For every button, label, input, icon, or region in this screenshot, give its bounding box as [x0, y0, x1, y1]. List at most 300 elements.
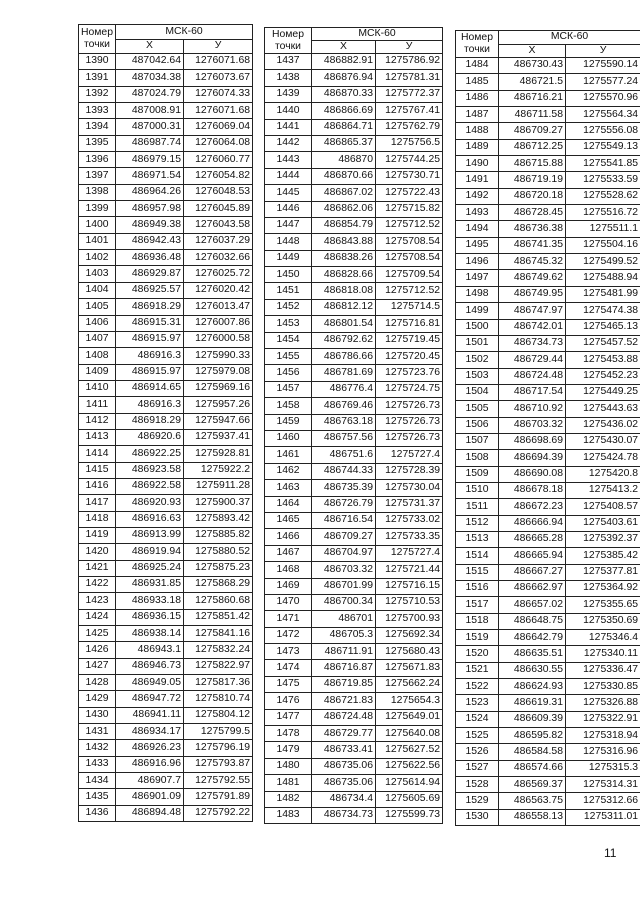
table-row — [79, 429, 253, 445]
table-row — [456, 286, 640, 302]
x-value: 486735.06 — [312, 758, 376, 774]
x-value: 486901.09 — [116, 789, 184, 805]
y-value: 1276020.42 — [184, 282, 253, 298]
point-number: 1391 — [79, 70, 116, 86]
x-value: 486665.28 — [499, 531, 566, 547]
y-value: 1276037.29 — [184, 233, 253, 249]
table-row — [456, 728, 640, 744]
y-value: 1275708.54 — [376, 234, 443, 250]
point-number: 1503 — [456, 368, 499, 384]
x-value: 486865.37 — [312, 135, 376, 151]
coords-table-3 — [455, 30, 640, 826]
x-value: 486720.18 — [499, 188, 566, 204]
y-value: 1276000.58 — [184, 331, 253, 347]
x-value: 486705.3 — [312, 627, 376, 643]
coords-table-1 — [78, 24, 253, 822]
point-number: 1513 — [456, 531, 499, 547]
table-row — [265, 250, 443, 266]
table-row — [265, 758, 443, 774]
table-row — [79, 446, 253, 462]
x-value: 486719.85 — [312, 676, 376, 692]
table-row — [265, 119, 443, 135]
x-value: 486662.97 — [499, 581, 566, 597]
x-value: 486745.32 — [499, 254, 566, 270]
x-value: 486667.27 — [499, 564, 566, 580]
x-value: 486769.46 — [312, 398, 376, 414]
x-value: 486936.15 — [116, 609, 184, 625]
point-number: 1420 — [79, 544, 116, 560]
y-value: 1275499.52 — [566, 254, 640, 270]
table-row — [79, 658, 253, 674]
x-value: 486574.66 — [499, 760, 566, 776]
point-number: 1410 — [79, 380, 116, 396]
x-value: 486942.43 — [116, 233, 184, 249]
point-number: 1451 — [265, 283, 312, 299]
y-value: 1275990.33 — [184, 348, 253, 364]
y-value: 1275680.43 — [376, 644, 443, 660]
x-value: 486741.35 — [499, 237, 566, 253]
x-value: 486584.58 — [499, 744, 566, 760]
x-value: 486941.11 — [116, 707, 184, 723]
point-number: 1394 — [79, 119, 116, 135]
y-value: 1275799.5 — [184, 724, 253, 740]
point-number: 1521 — [456, 662, 499, 678]
point-number: 1422 — [79, 577, 116, 593]
point-number: 1460 — [265, 430, 312, 446]
y-value: 1275708.54 — [376, 250, 443, 266]
point-number: 1398 — [79, 184, 116, 200]
table-row — [456, 156, 640, 172]
x-value: 486711.58 — [499, 107, 566, 123]
point-number: 1419 — [79, 527, 116, 543]
x-value: 486742.01 — [499, 319, 566, 335]
y-value: 1275709.54 — [376, 267, 443, 283]
x-value: 486729.77 — [312, 726, 376, 742]
x-value: 486786.66 — [312, 349, 376, 365]
table-row — [456, 777, 640, 793]
point-number: 1484 — [456, 58, 499, 74]
x-value: 486907.7 — [116, 773, 184, 789]
table-row — [456, 662, 640, 678]
y-value: 1275385.42 — [566, 548, 640, 564]
table-row — [456, 809, 640, 825]
point-number: 1437 — [265, 54, 312, 70]
table-row — [456, 237, 640, 253]
x-value: 486657.02 — [499, 597, 566, 613]
y-header: У — [184, 39, 253, 54]
point-number: 1430 — [79, 707, 116, 723]
table-row — [79, 103, 253, 119]
x-value: 486792.62 — [312, 332, 376, 348]
y-value: 1275822.97 — [184, 658, 253, 674]
table-row — [79, 135, 253, 151]
x-value: 486870.66 — [312, 168, 376, 184]
y-value: 1275453.88 — [566, 352, 640, 368]
point-number: 1499 — [456, 303, 499, 319]
point-number: 1527 — [456, 760, 499, 776]
x-value: 486757.56 — [312, 430, 376, 446]
y-value: 1275731.37 — [376, 496, 443, 512]
point-number: 1461 — [265, 447, 312, 463]
x-value: 486728.45 — [499, 205, 566, 221]
y-value: 1275340.11 — [566, 646, 640, 662]
table-row — [265, 201, 443, 217]
table-row — [456, 254, 640, 270]
table-row — [456, 564, 640, 580]
table-row — [265, 775, 443, 791]
point-number: 1463 — [265, 480, 312, 496]
y-value: 1275692.34 — [376, 627, 443, 643]
x-value: 486721.5 — [499, 74, 566, 90]
y-value: 1275868.29 — [184, 577, 253, 593]
y-value: 1276013.47 — [184, 299, 253, 315]
point-number: 1397 — [79, 168, 116, 184]
x-value: 486712.25 — [499, 139, 566, 155]
x-value: 487034.38 — [116, 70, 184, 86]
point-number: 1498 — [456, 286, 499, 302]
x-value: 486735.39 — [312, 480, 376, 496]
y-value: 1275577.24 — [566, 74, 640, 90]
table-row — [265, 742, 443, 758]
x-value: 486916.96 — [116, 756, 184, 772]
point-number: 1442 — [265, 135, 312, 151]
point-number: 1496 — [456, 254, 499, 270]
y-value: 1275885.82 — [184, 527, 253, 543]
table-row — [265, 594, 443, 610]
table-row — [79, 397, 253, 413]
y-value: 1275893.42 — [184, 511, 253, 527]
table-row — [456, 531, 640, 547]
x-value: 486734.73 — [312, 807, 376, 823]
x-value: 486726.79 — [312, 496, 376, 512]
table-row — [265, 660, 443, 676]
y-value: 1275570.96 — [566, 90, 640, 106]
point-number: 1464 — [265, 496, 312, 512]
x-value: 486894.48 — [116, 805, 184, 821]
point-number: 1411 — [79, 397, 116, 413]
table-row — [456, 711, 640, 727]
point-number: 1510 — [456, 482, 499, 498]
x-value: 486749.95 — [499, 286, 566, 302]
x-value: 486922.58 — [116, 478, 184, 494]
x-value: 486733.41 — [312, 742, 376, 758]
x-value: 486710.92 — [499, 401, 566, 417]
point-number: 1436 — [79, 805, 116, 821]
x-value: 486747.97 — [499, 303, 566, 319]
x-value: 486916.63 — [116, 511, 184, 527]
x-value: 486709.27 — [312, 529, 376, 545]
table-row — [456, 270, 640, 286]
y-value: 1276032.66 — [184, 250, 253, 266]
table-row — [265, 676, 443, 692]
x-value: 486918.29 — [116, 413, 184, 429]
point-number: 1441 — [265, 119, 312, 135]
point-number: 1395 — [79, 135, 116, 151]
table-row — [265, 70, 443, 86]
x-value: 486690.08 — [499, 466, 566, 482]
y-value: 1275443.63 — [566, 401, 640, 417]
table-row — [79, 70, 253, 86]
table-row — [265, 234, 443, 250]
table-row — [79, 54, 253, 70]
y-value: 1275716.81 — [376, 316, 443, 332]
x-value: 486703.32 — [499, 417, 566, 433]
table-row — [456, 401, 640, 417]
y-header: У — [376, 41, 443, 54]
x-value: 486915.97 — [116, 364, 184, 380]
point-number: 1421 — [79, 560, 116, 576]
point-number-header: Номер точки — [265, 28, 312, 54]
y-value: 1275851.42 — [184, 609, 253, 625]
x-value: 486936.48 — [116, 250, 184, 266]
y-value: 1275817.36 — [184, 675, 253, 691]
point-number: 1526 — [456, 744, 499, 760]
x-value: 486926.23 — [116, 740, 184, 756]
x-value: 486709.27 — [499, 123, 566, 139]
x-value: 486876.94 — [312, 70, 376, 86]
point-number: 1429 — [79, 691, 116, 707]
x-value: 486925.24 — [116, 560, 184, 576]
x-value: 486946.73 — [116, 658, 184, 674]
y-value: 1275792.22 — [184, 805, 253, 821]
table-row — [79, 675, 253, 691]
x-value: 486711.91 — [312, 644, 376, 660]
y-value: 1275716.15 — [376, 578, 443, 594]
table-row — [456, 744, 640, 760]
y-value: 1275474.38 — [566, 303, 640, 319]
x-value: 486666.94 — [499, 515, 566, 531]
y-value: 1275627.52 — [376, 742, 443, 758]
coordinate-system-header: МСК-60 — [116, 25, 253, 40]
y-value: 1275744.25 — [376, 152, 443, 168]
x-value: 486717.54 — [499, 384, 566, 400]
x-value: 486694.39 — [499, 450, 566, 466]
point-number: 1431 — [79, 724, 116, 740]
table-row — [79, 773, 253, 789]
point-number: 1529 — [456, 793, 499, 809]
x-value: 486812.12 — [312, 299, 376, 315]
table-row — [265, 807, 443, 823]
y-value: 1276045.89 — [184, 201, 253, 217]
table-row — [265, 709, 443, 725]
x-value: 486619.31 — [499, 695, 566, 711]
table-row — [456, 139, 640, 155]
point-number: 1401 — [79, 233, 116, 249]
x-value: 486715.88 — [499, 156, 566, 172]
point-number: 1479 — [265, 742, 312, 758]
x-value: 486751.6 — [312, 447, 376, 463]
table-row — [456, 107, 640, 123]
point-number: 1467 — [265, 545, 312, 561]
point-number: 1507 — [456, 433, 499, 449]
table-row — [79, 299, 253, 315]
y-value: 1275590.14 — [566, 58, 640, 74]
point-number: 1433 — [79, 756, 116, 772]
x-value: 486700.34 — [312, 594, 376, 610]
x-value: 486913.99 — [116, 527, 184, 543]
table-row — [265, 135, 443, 151]
point-number: 1528 — [456, 777, 499, 793]
table-row — [79, 217, 253, 233]
x-value: 486563.75 — [499, 793, 566, 809]
point-number: 1470 — [265, 594, 312, 610]
y-value: 1275377.81 — [566, 564, 640, 580]
point-number: 1504 — [456, 384, 499, 400]
y-value: 1275712.52 — [376, 217, 443, 233]
x-value: 486957.98 — [116, 201, 184, 217]
point-number: 1449 — [265, 250, 312, 266]
y-value: 1276025.72 — [184, 266, 253, 282]
point-number: 1428 — [79, 675, 116, 691]
y-value: 1275614.94 — [376, 775, 443, 791]
x-value: 486929.87 — [116, 266, 184, 282]
table-row — [79, 691, 253, 707]
table-row — [265, 168, 443, 184]
table-row — [79, 462, 253, 478]
table-row — [265, 316, 443, 332]
x-value: 486979.15 — [116, 152, 184, 168]
table-row — [265, 217, 443, 233]
point-number: 1509 — [456, 466, 499, 482]
x-value: 486595.82 — [499, 728, 566, 744]
point-number: 1462 — [265, 463, 312, 479]
y-value: 1275533.59 — [566, 172, 640, 188]
x-value: 486920.93 — [116, 495, 184, 511]
point-number: 1530 — [456, 809, 499, 825]
y-value: 1275730.71 — [376, 168, 443, 184]
x-value: 486609.39 — [499, 711, 566, 727]
point-number: 1471 — [265, 611, 312, 627]
table-row — [265, 480, 443, 496]
y-value: 1275599.73 — [376, 807, 443, 823]
x-value: 486734.4 — [312, 791, 376, 807]
point-number: 1508 — [456, 450, 499, 466]
table-row — [79, 495, 253, 511]
table-row — [79, 266, 253, 282]
table-row — [79, 740, 253, 756]
point-number: 1491 — [456, 172, 499, 188]
x-value: 486635.51 — [499, 646, 566, 662]
x-value: 487008.91 — [116, 103, 184, 119]
table-row — [79, 544, 253, 560]
table-row — [456, 74, 640, 90]
x-value: 486801.54 — [312, 316, 376, 332]
x-value: 486949.38 — [116, 217, 184, 233]
y-value: 1275564.34 — [566, 107, 640, 123]
table-row — [456, 368, 640, 384]
table-row — [265, 381, 443, 397]
x-value: 486919.94 — [116, 544, 184, 560]
point-number: 1447 — [265, 217, 312, 233]
x-value: 486915.31 — [116, 315, 184, 331]
point-number: 1501 — [456, 335, 499, 351]
y-value: 1275346.4 — [566, 630, 640, 646]
table-row — [265, 463, 443, 479]
table-row — [79, 331, 253, 347]
x-value: 486938.14 — [116, 626, 184, 642]
table-row — [456, 499, 640, 515]
y-value: 1275756.5 — [376, 135, 443, 151]
y-value: 1275979.08 — [184, 364, 253, 380]
y-value: 1275511.1 — [566, 221, 640, 237]
table-row — [79, 413, 253, 429]
y-value: 1276007.86 — [184, 315, 253, 331]
x-value: 486569.37 — [499, 777, 566, 793]
point-number: 1476 — [265, 693, 312, 709]
y-value: 1275726.73 — [376, 414, 443, 430]
coordinate-system-header: МСК-60 — [312, 28, 443, 41]
y-value: 1275720.45 — [376, 349, 443, 365]
point-number: 1488 — [456, 123, 499, 139]
x-value: 486716.21 — [499, 90, 566, 106]
table-row — [265, 578, 443, 594]
x-value: 486964.26 — [116, 184, 184, 200]
point-number: 1455 — [265, 349, 312, 365]
y-value: 1275413.2 — [566, 482, 640, 498]
point-number: 1446 — [265, 201, 312, 217]
point-number: 1456 — [265, 365, 312, 381]
table-row — [456, 221, 640, 237]
y-value: 1275424.78 — [566, 450, 640, 466]
point-number: 1418 — [79, 511, 116, 527]
x-value: 486703.32 — [312, 562, 376, 578]
y-value: 1275767.41 — [376, 103, 443, 119]
table-row — [456, 695, 640, 711]
y-value: 1275728.39 — [376, 463, 443, 479]
table-row — [265, 103, 443, 119]
x-value: 486862.06 — [312, 201, 376, 217]
x-value: 486828.66 — [312, 267, 376, 283]
x-value: 487000.31 — [116, 119, 184, 135]
coords-table-2 — [264, 27, 443, 824]
y-value: 1275804.12 — [184, 707, 253, 723]
y-value: 1275730.04 — [376, 480, 443, 496]
table-row — [265, 430, 443, 446]
x-value: 486915.97 — [116, 331, 184, 347]
x-value: 486736.38 — [499, 221, 566, 237]
x-value: 486648.75 — [499, 613, 566, 629]
x-value: 486943.1 — [116, 642, 184, 658]
x-value: 486781.69 — [312, 365, 376, 381]
point-number: 1426 — [79, 642, 116, 658]
point-number: 1403 — [79, 266, 116, 282]
table-row — [79, 250, 253, 266]
point-number: 1396 — [79, 152, 116, 168]
y-value: 1275724.75 — [376, 381, 443, 397]
x-value: 486716.54 — [312, 512, 376, 528]
table-row — [265, 332, 443, 348]
y-value: 1275727.4 — [376, 447, 443, 463]
x-value: 486734.73 — [499, 335, 566, 351]
table-row — [265, 185, 443, 201]
x-value: 487024.79 — [116, 86, 184, 102]
y-value: 1275403.61 — [566, 515, 640, 531]
x-value: 486882.91 — [312, 54, 376, 70]
point-number: 1416 — [79, 478, 116, 494]
x-value: 486744.33 — [312, 463, 376, 479]
point-number: 1465 — [265, 512, 312, 528]
x-value: 486678.18 — [499, 482, 566, 498]
y-value: 1276043.58 — [184, 217, 253, 233]
point-number: 1468 — [265, 562, 312, 578]
y-value: 1275556.08 — [566, 123, 640, 139]
y-value: 1275318.94 — [566, 728, 640, 744]
table-row — [265, 54, 443, 70]
table-row — [456, 384, 640, 400]
table-row — [456, 123, 640, 139]
point-number: 1432 — [79, 740, 116, 756]
table-row — [265, 299, 443, 315]
